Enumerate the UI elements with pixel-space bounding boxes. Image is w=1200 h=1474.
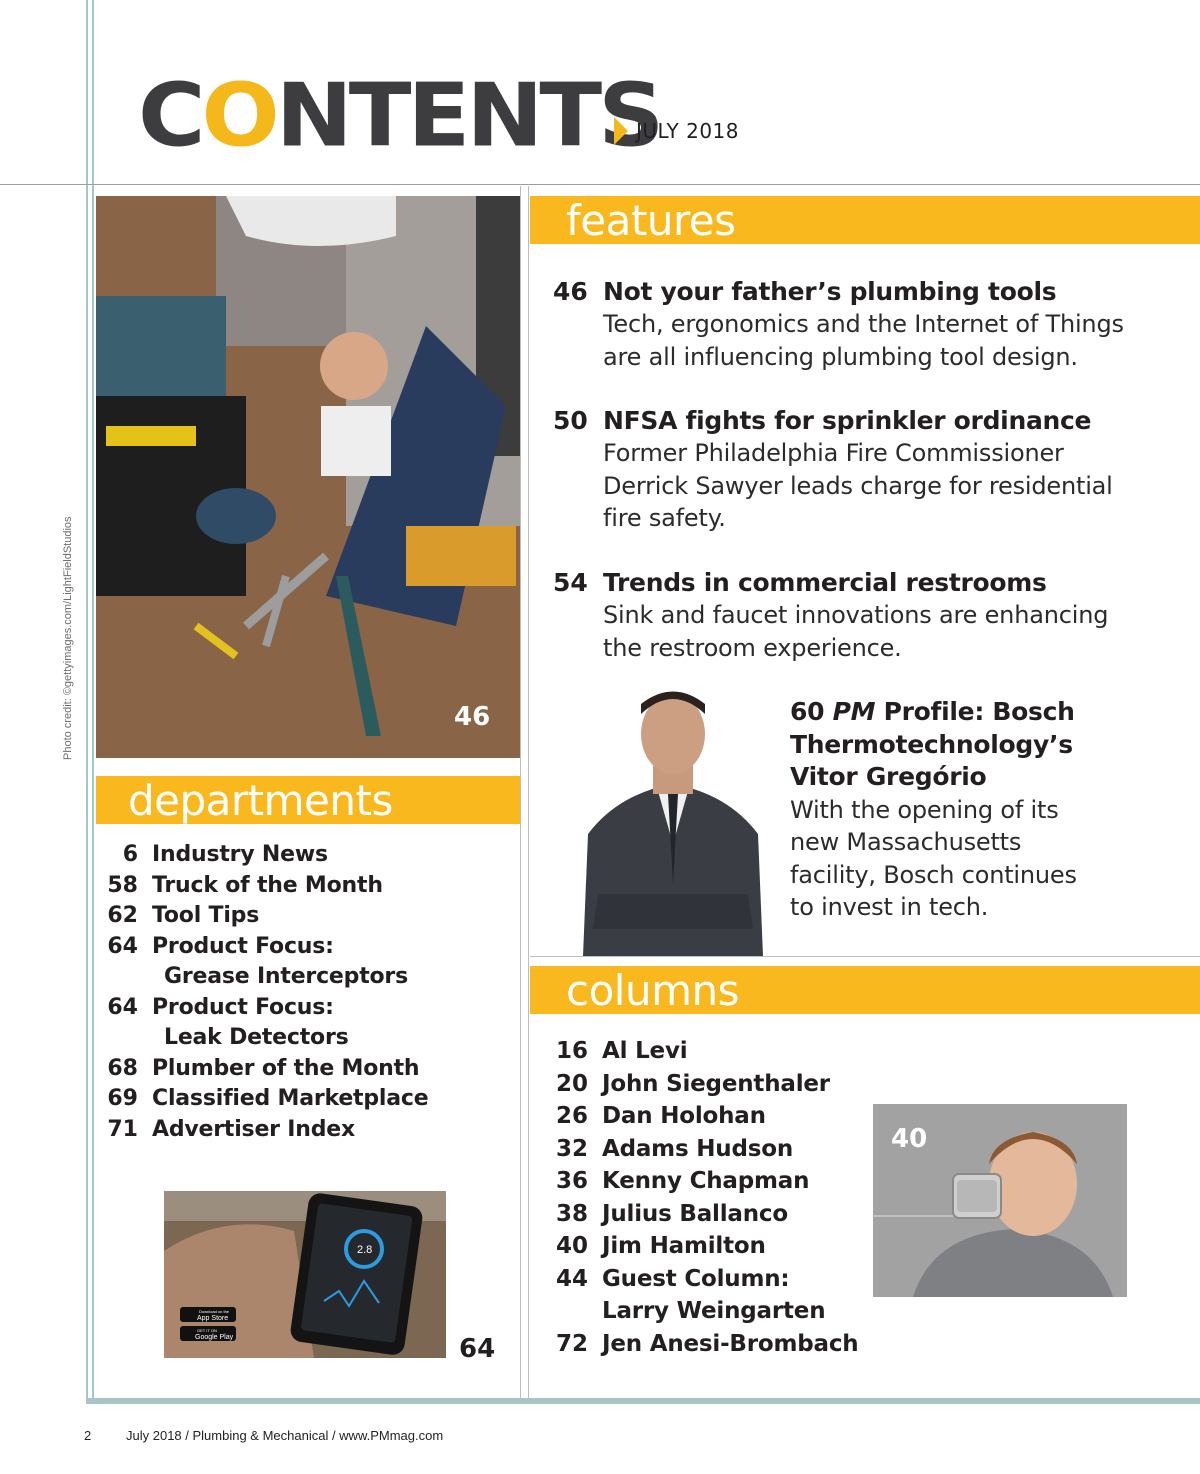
title-letter-o: O [201, 64, 276, 167]
list-item[interactable] [548, 1035, 878, 1068]
google-play-label: Google Play [195, 1334, 234, 1341]
feature-page-number: 54 [553, 568, 588, 597]
item-page-number: 64 [107, 994, 138, 1020]
feature-item[interactable] [553, 276, 1173, 373]
app-store-top: Download on the [199, 1309, 230, 1314]
item-page-number: 68 [107, 1055, 138, 1081]
item-page-number: 26 [555, 1103, 588, 1129]
item-label: Jen Anesi-Brombach [602, 1330, 859, 1357]
title-rest: NTENTS [275, 64, 661, 167]
footer-page-number: 2 [84, 1428, 92, 1443]
feature-page-number: 50 [553, 406, 588, 435]
item-page-number: 71 [107, 1116, 138, 1142]
item-page-number: 62 [107, 903, 138, 928]
feature-item[interactable] [553, 405, 1173, 535]
page-footer [84, 1428, 443, 1443]
item-page-number: 69 [107, 1086, 138, 1111]
issue-arrow-icon [614, 117, 628, 145]
list-item[interactable] [548, 1198, 878, 1231]
item-label: John Siegenthaler [602, 1070, 830, 1097]
header-rule [0, 184, 1200, 185]
profile-title-line: Thermotechnology’s [790, 729, 1073, 759]
profile-page-number: 60 [790, 697, 825, 726]
list-item[interactable] [548, 1100, 878, 1133]
left-rule-inner [92, 0, 94, 1404]
departments-heading-bar [96, 776, 520, 824]
photo-page-number: 46 [454, 702, 491, 732]
list-item[interactable] [100, 1115, 510, 1146]
feature-title: Trends in commercial restrooms [603, 568, 1047, 597]
google-play-top: GET IT ON [197, 1328, 217, 1333]
issue-label: JULY 2018 [636, 119, 739, 143]
feature-item[interactable] [553, 567, 1173, 664]
item-page-number: 16 [555, 1038, 588, 1064]
item-label: Plumber of the Month [152, 1055, 420, 1081]
item-label: Product Focus: [152, 933, 334, 959]
center-rule [520, 186, 521, 1404]
app-page-number: 64 [459, 1334, 496, 1364]
list-item[interactable] [100, 1054, 510, 1085]
item-label: Classified Marketplace [152, 1086, 429, 1111]
item-page-number: 44 [555, 1265, 588, 1292]
profile-photo [578, 684, 768, 956]
item-label: Truck of the Month [152, 872, 383, 898]
photo-credit: Photo credit: ©gettyimages.com/LightFieldStudios [62, 516, 74, 760]
feature-desc-line: Derrick Sawyer leads charge for residential [603, 471, 1113, 500]
photo-page-number: 40 [891, 1124, 928, 1154]
item-label: Jim Hamilton [602, 1233, 766, 1259]
item-label: Tool Tips [152, 903, 260, 928]
app-photo [164, 1191, 446, 1358]
item-page-number: 20 [555, 1070, 588, 1097]
feature-title: NFSA fights for sprinkler ordinance [603, 406, 1092, 435]
profile-portrait [578, 684, 768, 956]
page-title [138, 64, 661, 167]
list-item[interactable] [548, 1165, 878, 1198]
list-item[interactable] [100, 1084, 510, 1115]
kid-photo [873, 1104, 1127, 1297]
item-label: Kenny Chapman [602, 1168, 810, 1194]
item-sublabel: Leak Detectors [164, 1025, 349, 1050]
item-page-number: 64 [107, 933, 138, 959]
plumber-illustration [96, 196, 520, 758]
center-rule-2 [528, 186, 529, 1404]
item-page-number: 6 [122, 842, 138, 867]
feature-desc-line: fire safety. [603, 504, 726, 532]
feature-desc-line: Former Philadelphia Fire Commissioner [603, 439, 1064, 467]
features-columns-rule [530, 956, 1200, 957]
feature-title: Not your father’s plumbing tools [603, 277, 1057, 306]
item-page-number: 36 [555, 1168, 588, 1194]
item-page-number: 58 [107, 872, 138, 898]
feature-page-number: 46 [553, 277, 588, 306]
plumber-photo [96, 196, 520, 758]
list-item[interactable] [548, 1328, 878, 1361]
item-label: Al Levi [602, 1038, 688, 1064]
profile-title-text: Profile: Bosch [883, 697, 1075, 726]
item-page-number: 40 [555, 1233, 588, 1259]
profile-title-line: Vitor Gregório [790, 762, 987, 791]
list-item[interactable] [100, 932, 510, 963]
profile-title-em: PM [832, 697, 876, 726]
title-letter-c: C [138, 64, 202, 167]
item-label: Industry News [152, 842, 328, 867]
list-item[interactable] [548, 1133, 878, 1166]
item-page-number: 32 [555, 1135, 588, 1162]
item-page-number: 72 [555, 1330, 588, 1357]
phone-app-illustration [164, 1191, 446, 1358]
item-page-number: 38 [555, 1200, 588, 1227]
profile-feature[interactable] [790, 696, 1170, 924]
list-item[interactable] [548, 1068, 878, 1101]
item-sublabel: Larry Weingarten [602, 1298, 826, 1324]
profile-desc-line: facility, Bosch continues [790, 860, 1077, 889]
profile-desc-line: to invest in tech. [790, 893, 989, 921]
feature-desc-line: the restroom experience. [603, 633, 902, 662]
profile-title-line [790, 696, 1170, 729]
list-item[interactable] [548, 1230, 878, 1263]
item-label: Product Focus: [152, 994, 334, 1020]
feature-desc-line: are all influencing plumbing tool design. [603, 342, 1078, 371]
bottom-rule [86, 1398, 1200, 1404]
item-sublabel: Grease Interceptors [164, 964, 408, 989]
profile-desc-line: new Massachusetts [790, 828, 1022, 856]
item-label: Guest Column: [602, 1265, 790, 1292]
columns-list [548, 1035, 878, 1360]
columns-heading-bar [530, 966, 1200, 1014]
list-item[interactable] [100, 871, 510, 902]
left-rule-outer [86, 0, 88, 1404]
masthead [138, 62, 661, 167]
list-item[interactable] [100, 901, 510, 932]
item-label: Adams Hudson [602, 1135, 793, 1162]
item-label: Julius Ballanco [602, 1200, 788, 1227]
app-store-label: App Store [197, 1315, 229, 1322]
departments-list [100, 840, 510, 1145]
feature-desc-line: Sink and faucet innovations are enhancing [603, 601, 1109, 629]
footer-text: July 2018 / Plumbing & Mechanical / www.PMmag.com [126, 1428, 444, 1443]
profile-desc-line: With the opening of its [790, 795, 1059, 824]
issue-date [614, 117, 739, 145]
list-item[interactable] [100, 993, 510, 1024]
feature-desc-line: Tech, ergonomics and the Internet of Things [603, 310, 1124, 338]
departments-heading: departments [128, 776, 393, 825]
list-item[interactable] [548, 1263, 878, 1296]
features-heading-bar [530, 196, 1200, 244]
gauge-value: 2.8 [357, 1244, 373, 1256]
item-label: Dan Holohan [602, 1103, 766, 1129]
columns-heading: columns [566, 966, 739, 1015]
item-label: Advertiser Index [152, 1116, 355, 1142]
list-item[interactable] [100, 840, 510, 871]
features-heading: features [566, 196, 736, 245]
